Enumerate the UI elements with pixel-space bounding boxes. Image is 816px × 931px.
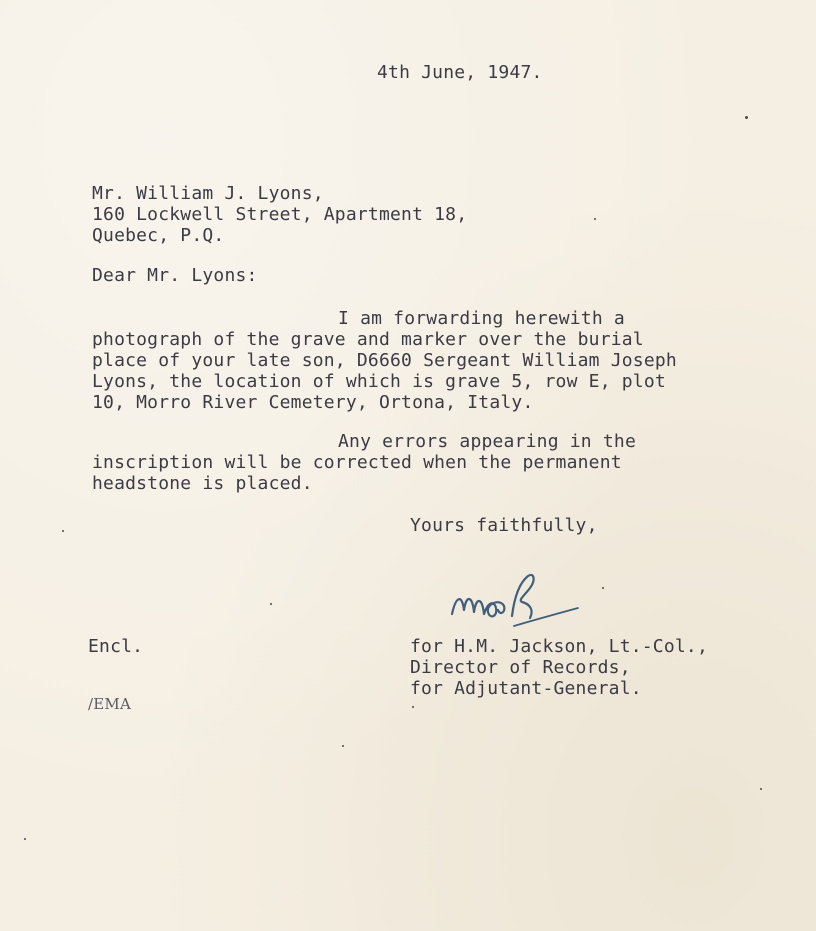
paper-speck (602, 587, 604, 589)
body-paragraph-1-line-3: place of your late son, D6660 Sergeant William Joseph (92, 350, 677, 371)
salutation: Dear Mr. Lyons: (92, 265, 258, 286)
body-paragraph-1-line-5: 10, Morro River Cemetery, Ortona, Italy. (92, 392, 534, 413)
body-paragraph-1-line-2: photograph of the grave and marker over the burial (92, 329, 644, 350)
typist-initials: /EMA (88, 695, 131, 713)
paper-speck (342, 745, 344, 747)
paper-speck (760, 788, 762, 790)
signature-block-line-1: for H.M. Jackson, Lt.-Col., (410, 636, 708, 657)
recipient-street: 160 Lockwell Street, Apartment 18, (92, 204, 468, 225)
body-paragraph-1-line-1: I am forwarding herewith a (338, 308, 625, 329)
paper-speck (24, 838, 26, 840)
letter-date: 4th June, 1947. (377, 62, 543, 83)
paper-speck (745, 116, 748, 119)
signature-block-line-2: Director of Records, (410, 657, 631, 678)
body-paragraph-2-line-1: Any errors appearing in the (338, 431, 636, 452)
paper-speck (594, 218, 596, 220)
handwritten-signature (444, 566, 584, 636)
closing: Yours faithfully, (410, 515, 598, 536)
signature-block-line-3: for Adjutant-General. (410, 678, 642, 699)
enclosure-note: Encl. (88, 636, 144, 657)
paper-speck (62, 530, 64, 532)
paper-speck (412, 706, 414, 708)
body-paragraph-2-line-2: inscription will be corrected when the permanent (92, 452, 622, 473)
recipient-name: Mr. William J. Lyons, (92, 183, 324, 204)
body-paragraph-2-line-3: headstone is placed. (92, 473, 313, 494)
recipient-city: Quebec, P.Q. (92, 225, 225, 246)
paper-speck (270, 603, 272, 605)
body-paragraph-1-line-4: Lyons, the location of which is grave 5, row E, plot (92, 371, 666, 392)
